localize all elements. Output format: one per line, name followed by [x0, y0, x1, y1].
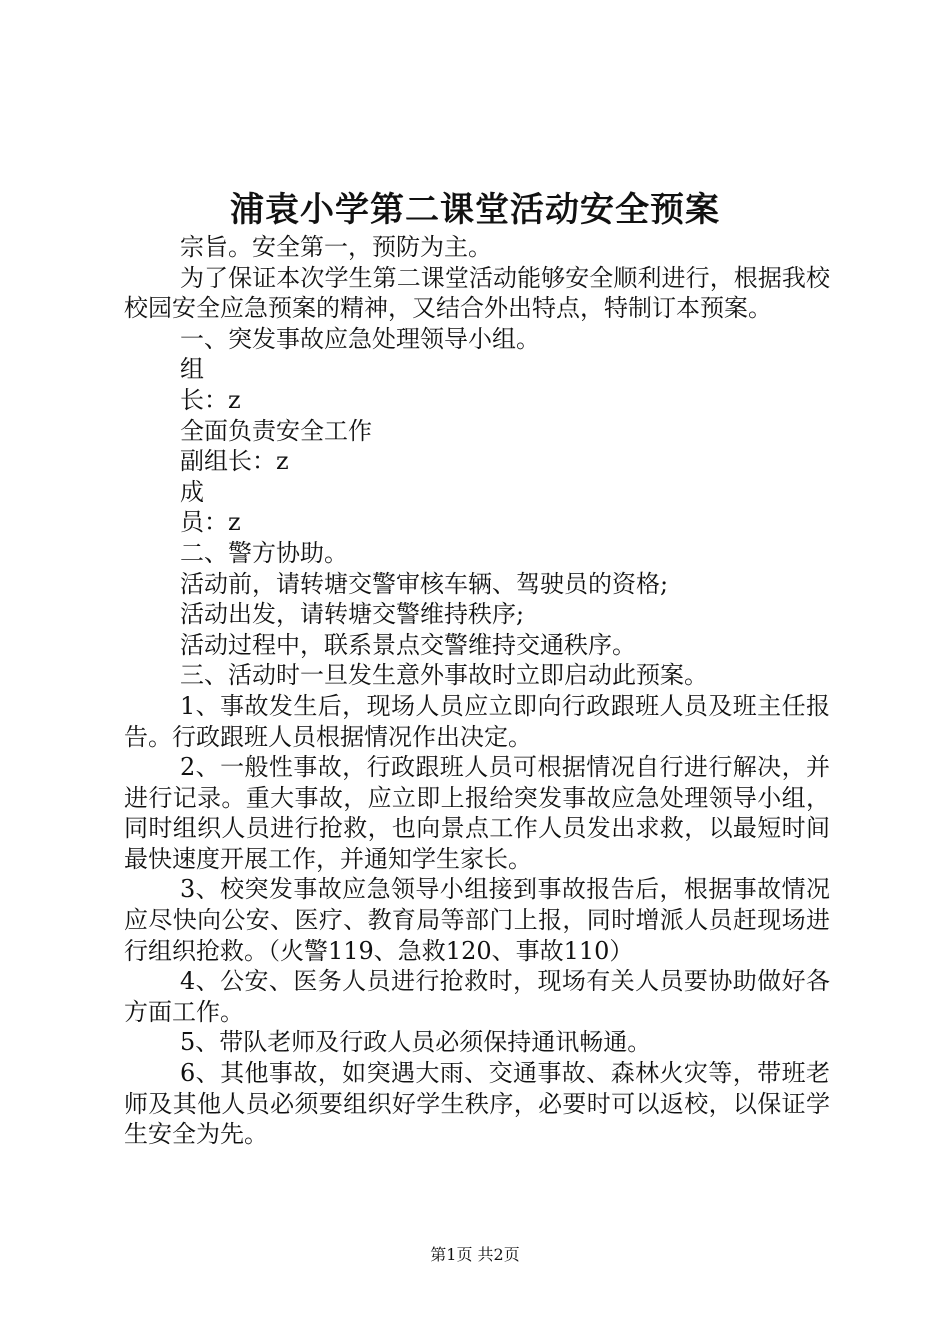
paragraph-intro: 为了保证本次学生第二课堂活动能够安全顺利进行，根据我校校园安全应急预案的精神，又结合外出特点，特制订本预案。 [124, 263, 830, 323]
page-number-footer: 第1页 共2页 [430, 1245, 520, 1264]
paragraph-group-leader-label: 组 [180, 355, 204, 384]
paragraph-group-leader-name: 长：z [180, 385, 241, 414]
section-heading-leadership-group: 一、突发事故应急处理领导小组。 [180, 324, 540, 353]
paragraph-before-activity: 活动前，请转塘交警审核车辆、驾驶员的资格; [180, 569, 669, 598]
paragraph-during-activity: 活动过程中，联系景点交警维持交通秩序。 [180, 630, 636, 659]
paragraph-group-leader-duty: 全面负责安全工作 [180, 416, 372, 445]
paragraph-member-name: 员：z [180, 508, 241, 537]
paragraph-item-3: 3、校突发事故应急领导小组接到事故报告后，根据事故情况应尽快向公安、医疗、教育局等部门上报，同时增派人员赶现场进行组织抢救。（火警119、急救120、事故110） [124, 875, 830, 965]
paragraph-item-4: 4、公安、医务人员进行抢救时，现场有关人员要协助做好各方面工作。 [124, 967, 830, 1026]
paragraph-member-label: 成 [180, 477, 204, 506]
paragraph-item-5: 5、带队老师及行政人员必须保持通讯畅通。 [180, 1028, 652, 1057]
section-heading-police-assistance: 二、警方协助。 [180, 538, 348, 567]
paragraph-item-2: 2、一般性事故，行政跟班人员可根据情况自行进行解决，并进行记录。重大事故，应立即上报给突发事故应急处理领导小组，同时组织人员进行抢救，也向景点工作人员发出求救，以最短时间最快速度开展工作，并通知学生家长。 [124, 753, 830, 873]
document-title: 浦袁小学第二课堂活动安全预案 [230, 190, 720, 230]
paragraph-item-6: 6、其他事故，如突遇大雨、交通事故、森林火灾等，带班老师及其他人员必须要组织好学生秩序，必要时可以返校，以保证学生安全为先。 [124, 1059, 830, 1149]
paragraph-item-1: 1、事故发生后，现场人员应立即向行政跟班人员及班主任报告。行政跟班人员根据情况作出决定。 [124, 691, 830, 751]
section-heading-emergency-plan: 三、活动时一旦发生意外事故时立即启动此预案。 [180, 661, 708, 690]
paragraph-departure: 活动出发，请转塘交警维持秩序; [180, 600, 525, 629]
paragraph-purpose: 宗旨。安全第一，预防为主。 [180, 233, 492, 261]
document-body [124, 232, 830, 1150]
paragraph-deputy-leader: 副组长：z [180, 447, 289, 476]
